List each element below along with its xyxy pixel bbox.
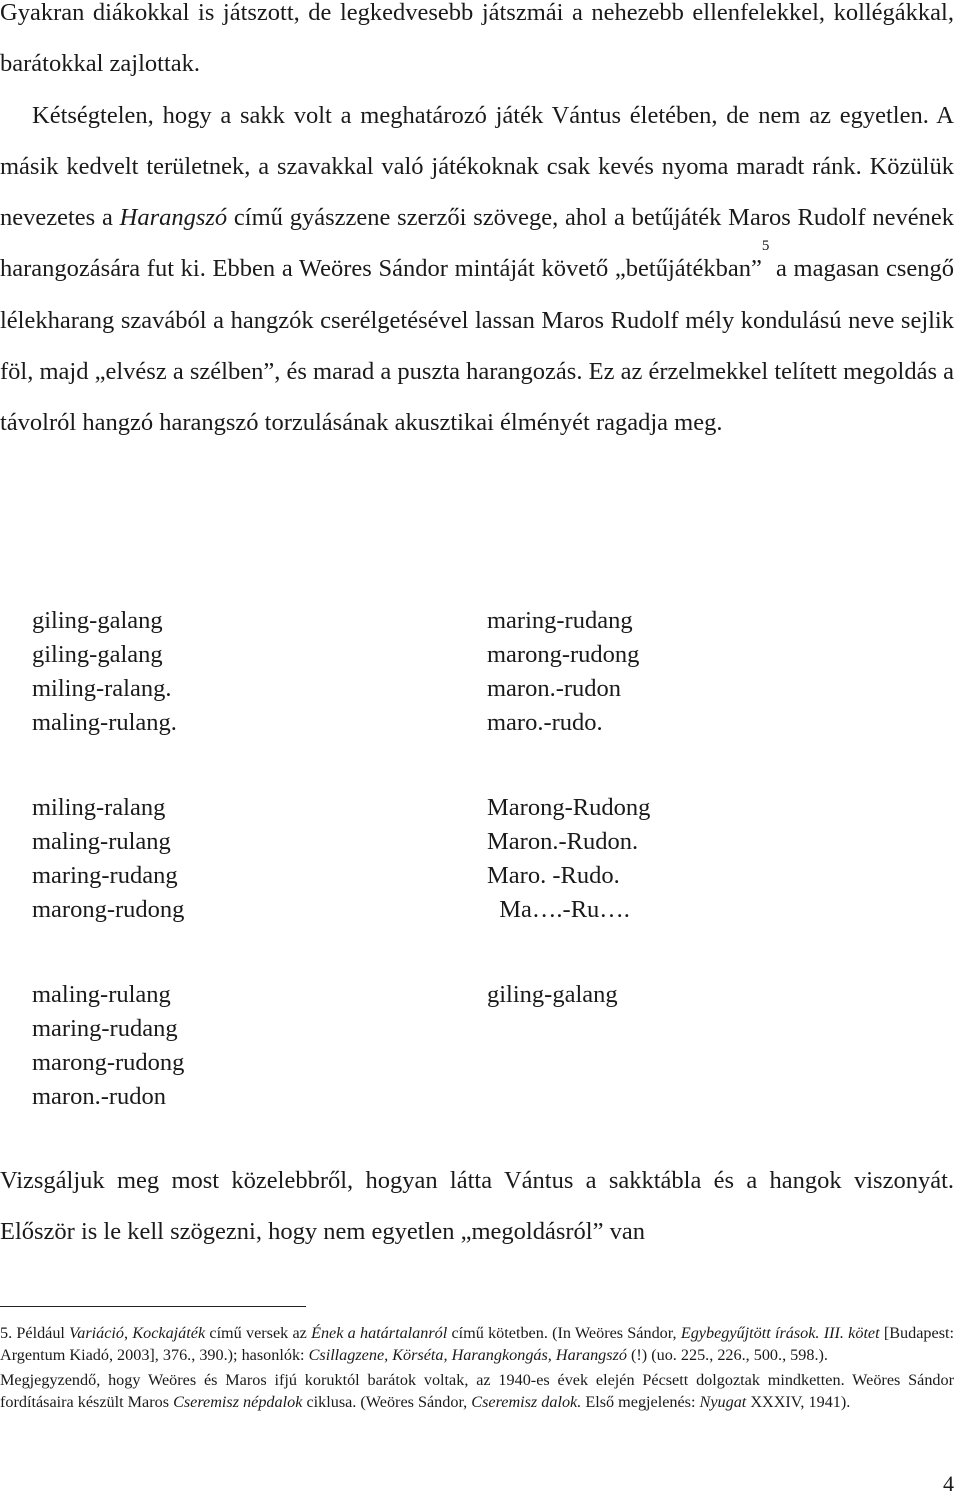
footnote-text: ciklusa. (Weöres Sándor, xyxy=(302,1393,472,1411)
work-title: Cseremisz dalok. xyxy=(471,1393,582,1411)
footnote-text: című kötetben. (In Weöres Sándor, xyxy=(447,1324,681,1342)
work-title: Nyugat xyxy=(699,1393,747,1411)
poem-line: Maron.-Rudon. xyxy=(487,828,639,855)
paragraph-text: Vizsgáljuk meg most közelebbről, hogyan látta Vántus a sakktábla és a hangok viszonyát. Először is le kell szögezni, hogy nem egyetlen „megoldásról” van xyxy=(0,1167,954,1246)
poem-line: miling-ralang xyxy=(32,794,166,821)
poem-line: maling-rulang xyxy=(32,828,171,855)
footnote-text: (!) (uo. 225., 226., 500., 598.). xyxy=(626,1346,828,1364)
paragraph-continuation xyxy=(0,0,954,449)
poem-stanza xyxy=(32,604,177,740)
poem-line: maling-rulang xyxy=(32,981,171,1008)
paragraph-text: című gyászzene szerzői szövege, ahol a betűjáték Maros Rudolf nevének harangozására fut ki. Ebben a Weöres Sándor mintáját követő „betűjátékban” xyxy=(0,204,954,283)
footnote-text: Például xyxy=(12,1324,70,1342)
poem-line: marong-rudong xyxy=(32,1049,185,1076)
work-title: Kockajáték xyxy=(132,1324,206,1342)
paragraph-text: Gyakran diákokkal is játszott, de legkedvesebb játszmái a nehezebb ellenfelekkel, kollégákkal, barátokkal zajlottak. xyxy=(0,0,954,78)
paragraph-text: a magasan csengő lélekharang szavából a hangzók cserélgetésével lassan Maros Rudolf mély kondulású neve sejlik föl, majd „elvész a szélben”, és marad a puszta harangozás. Ez az érzelmekkel telített megoldás a távolról hangzó harangszó torzulásának akusztikai élményét ragadja meg. xyxy=(0,255,954,437)
poem-line: maron.-rudon xyxy=(32,1083,167,1110)
poem-stanza xyxy=(487,604,639,740)
footnotes xyxy=(0,1322,954,1413)
poem-line: miling-ralang. xyxy=(32,675,172,702)
footnote-number: 5. xyxy=(0,1324,13,1342)
poem-line: marong-rudong xyxy=(487,641,640,668)
page-number: 4 xyxy=(943,1471,954,1496)
footnote-5 xyxy=(0,1322,954,1366)
poem-stanza xyxy=(32,978,184,1114)
footnote-separator xyxy=(0,1306,306,1307)
poem-line: maring-rudang xyxy=(487,607,633,634)
poem-line: giling-galang xyxy=(32,607,163,634)
poem-stanza xyxy=(487,978,618,1012)
poem-line: giling-galang xyxy=(487,981,618,1008)
work-title: Harangszó xyxy=(119,204,228,232)
work-title: Cseremisz népdalok xyxy=(173,1393,303,1411)
poem-stanza xyxy=(487,791,650,927)
footnote-text: című versek az xyxy=(205,1324,312,1342)
paragraph-text: Kétségtelen, hogy a sakk volt a meghatározó játék Vántus életében, de nem az egyetlen. A másik kedvelt területnek, a szavakkal való játékoknak csak kevés nyoma maradt ránk. Közülük nevezetes a xyxy=(0,101,954,232)
work-title: Ének a határtalanról xyxy=(311,1324,448,1342)
poem-line: maro.-rudo. xyxy=(487,709,603,736)
footnote-text: [Budapest: Argentum Kiadó, 2003], 376., 390.); hasonlók: xyxy=(0,1324,954,1364)
poem-line: maling-rulang. xyxy=(32,709,177,736)
poem-line: Marong-Rudong xyxy=(487,794,651,821)
poem-line: maring-rudang xyxy=(32,1015,178,1042)
poem-line: Maro. -Rudo. xyxy=(487,862,620,889)
poem-line: maron.-rudon xyxy=(487,675,622,702)
work-title: Csillagzene, Körséta, Harangkongás, Harangszó xyxy=(308,1346,627,1364)
footnote-reference[interactable]: 5 xyxy=(761,238,770,255)
footnote-text: Első megjelenés: xyxy=(581,1393,700,1411)
poem-line: maring-rudang xyxy=(32,862,178,889)
poem-line: marong-rudong xyxy=(32,896,185,923)
poem-line: giling-galang xyxy=(32,641,163,668)
poem-line: Ma….-Ru…. xyxy=(487,896,630,923)
work-title: Variáció xyxy=(69,1324,125,1342)
footnote-text: , xyxy=(124,1324,133,1342)
work-title: Egybegyűjtött írások. III. kötet xyxy=(680,1324,880,1342)
footnote-text: XXXIV, 1941). xyxy=(746,1393,851,1411)
footnote-text: Megjegyzendő, hogy Weöres és Maros ifjú koruktól barátok voltak, az 1940-es évek elején Pécsett dolgoztak mindketten. Weöres Sándor fordításaira készült Maros xyxy=(0,1371,954,1411)
paragraph xyxy=(0,1155,954,1258)
footnote-note xyxy=(0,1369,954,1413)
poem-stanza xyxy=(32,791,184,927)
